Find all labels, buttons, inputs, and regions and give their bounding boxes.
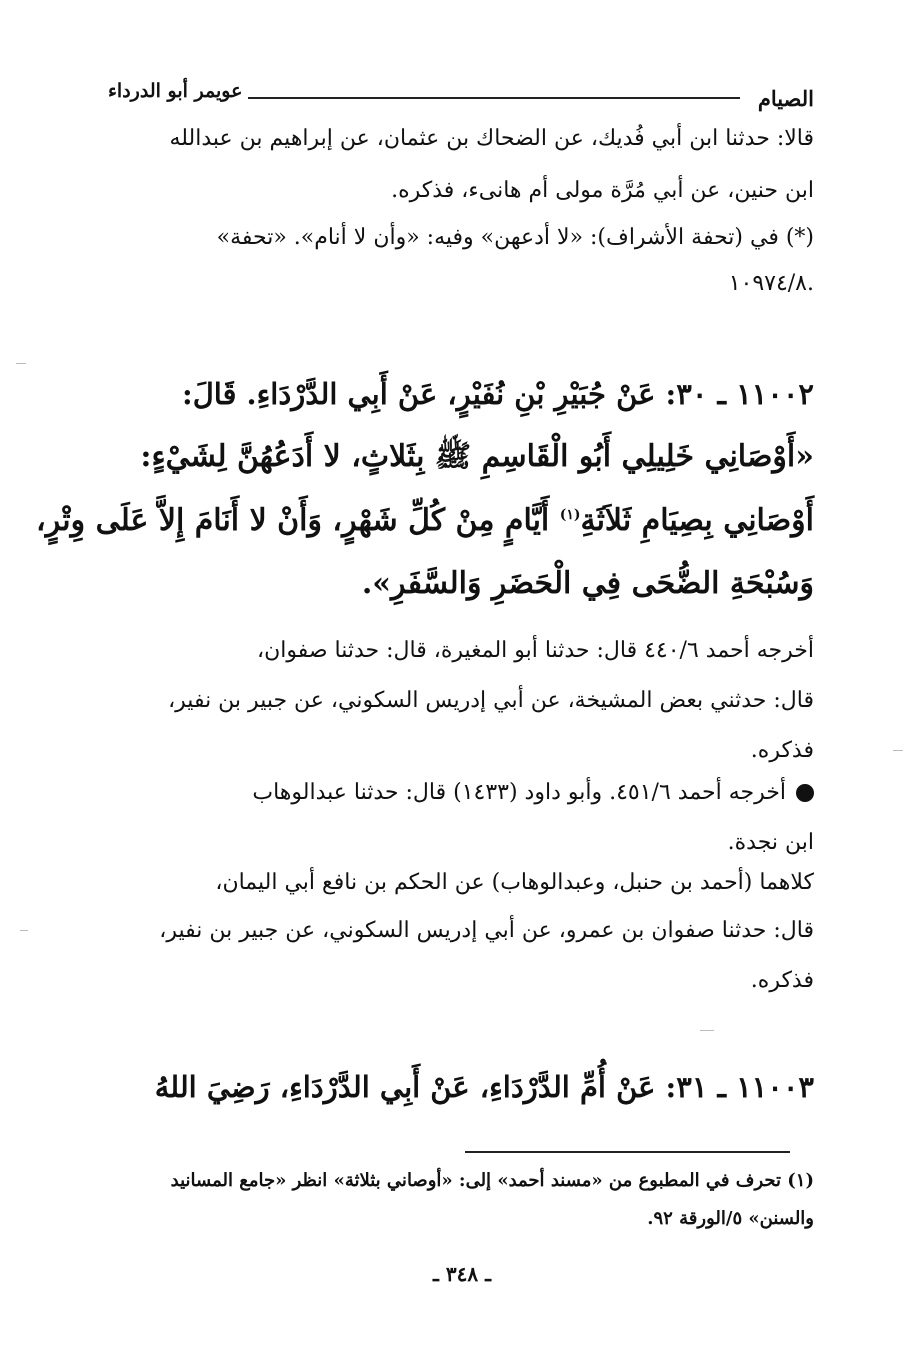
page-number: ـ ٣٤٨ ـ: [433, 1262, 491, 1286]
takhrij-3-line-3: فذكره.: [750, 968, 814, 993]
hadith-11002-text-1: «أَوْصَانِي خَلِيلِي أَبُو الْقَاسِمِ ﷺ بِثَلاثٍ، لا أَدَعُهُنَّ لِشَيْءٍ:: [140, 439, 814, 474]
header-section-title: الصيام: [757, 86, 814, 111]
takhrij-1-line-3: فذكره.: [750, 738, 814, 763]
top-line-1: قالا: حدثنا ابن أبي فُديك، عن الضحاك بن عثمان، عن إبراهيم بن عبدالله: [169, 126, 814, 151]
hadith-11002-text-2: [36, 503, 814, 538]
scan-speck: [893, 750, 903, 751]
takhrij-2-text: أخرجه أحمد ٤٥١/٦. وأبو داود (١٤٣٣) قال: حدثنا عبدالوهاب: [252, 780, 786, 805]
takhrij-3-line-2: قال: حدثنا صفوان بن عمرو، عن أبي إدريس السكوني، عن جبير بن نفير،: [159, 918, 814, 943]
footnote-line-2: والسنن» ٥/الورقة ٩٢.: [647, 1208, 814, 1229]
takhrij-3-line-1: كلاهما (أحمد بن حنبل، وعبدالوهاب) عن الحكم بن نافع أبي اليمان،: [215, 870, 814, 895]
takhrij-2-line-2: ابن نجدة.: [727, 830, 814, 855]
top-line-2: ابن حنين، عن أبي مُرَّة مولى أم هانىء، فذكره.: [391, 178, 814, 203]
hadith-text-part: أَيَّامٍ مِنْ كُلِّ شَهْرٍ، وَأَنْ لا أَنَامَ إِلاَّ عَلَى وِتْرٍ،: [36, 503, 560, 538]
scan-speck: [20, 930, 28, 931]
hadith-11003-heading: ١١٠٠٣ ـ ٣١: عَنْ أُمِّ الدَّرْدَاءِ، عَنْ أَبِي الدَّرْدَاءِ، رَضِيَ اللهُ: [154, 1070, 814, 1104]
footnote-line-1: (١) تحرف في المطبوع من «مسند أحمد» إلى: «أوصاني بثلاثة» انظر «جامع المسانيد: [170, 1170, 814, 1191]
hadith-11002-text-3: وَسُبْحَةِ الضُّحَى فِي الْحَضَرِ وَالسَّفَرِ».: [361, 566, 814, 601]
footnote-rule: [465, 1151, 790, 1153]
scan-speck: [700, 1030, 714, 1031]
scan-speck: [16, 363, 26, 364]
bullet-icon: [796, 784, 814, 802]
hadith-text-part: أَوْصَانِي بِصِيَامِ ثَلاَثَةِ: [580, 503, 814, 538]
top-note-line-2: ١٠٩٧٤/٨.: [728, 271, 814, 296]
takhrij-2-line-1: [252, 782, 814, 804]
takhrij-1-line-2: قال: حدثني بعض المشيخة، عن أبي إدريس السكوني، عن جبير بن نفير،: [168, 688, 814, 713]
header-narrator-name: عويمر أبو الدرداء: [108, 80, 243, 102]
hadith-11002-heading: ١١٠٠٢ ـ ٣٠: عَنْ جُبَيْرِ بْنِ نُفَيْرٍ، عَنْ أَبِي الدَّرْدَاءِ. قَالَ:: [181, 377, 814, 411]
takhrij-1-line-1: أخرجه أحمد ٤٤٠/٦ قال: حدثنا أبو المغيرة، قال: حدثنا صفوان،: [256, 638, 814, 663]
header-rule: [248, 97, 740, 99]
top-note-line-1: (*) في (تحفة الأشراف): «لا أدعهن» وفيه: «وأن لا أنام». «تحفة»: [216, 225, 814, 250]
footnote-marker: (١): [559, 507, 581, 523]
